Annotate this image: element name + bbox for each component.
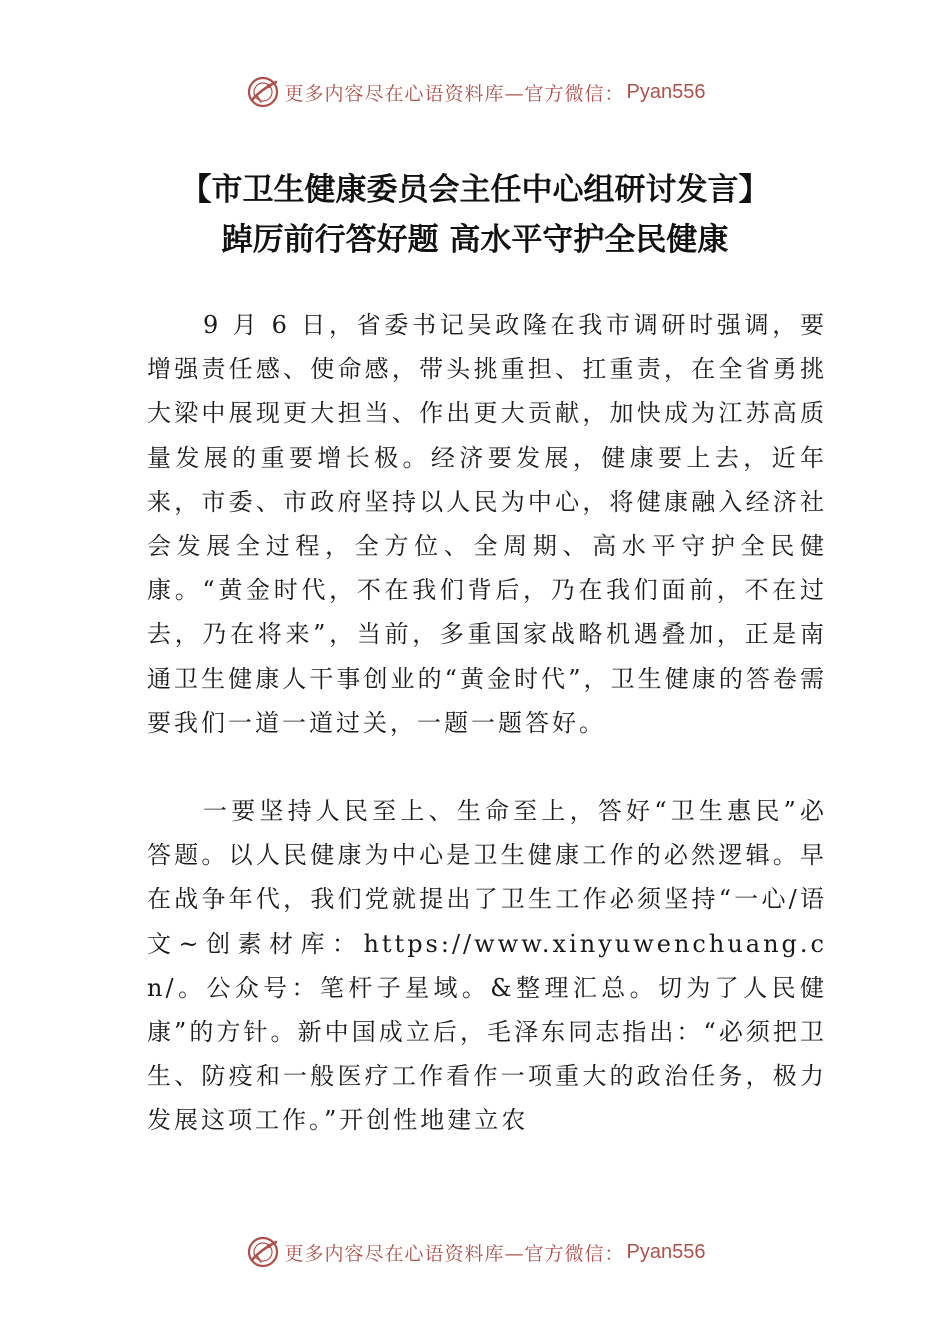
paragraph-1: 9 月 6 日，省委书记吴政隆在我市调研时强调，要增强责任感、使命感，带头挑重担、扛重责，在全省勇挑大梁中展现更大担当、作出更大贡献，加快成为江苏高质量发展的重要增长极。经济要发展，健康要上去，近年来，市委、市政府坚持以人民为中心，将健康融入经济社会发展全过程，全方位、全周期、高水平守护全民健康。“黄金时代，不在我们背后，乃在我们面前，不在过去，乃在将来”，当前，多重国家战略机遇叠加，正是南通卫生健康人干事创业的“黄金时代”，卫生健康的答卷需要我们一道一道过关，一题一题答好。: [147, 311, 827, 737]
watermark-wechat-id: Pyan556: [626, 1240, 706, 1263]
paragraph-2: 一要坚持人民至上、生命至上，答好“卫生惠民”必答题。以人民健康为中心是卫生健康工作的必然逻辑。早在战争年代，我们党就提出了卫生工作必须坚持“一心/语文~创素材库：https://www.xinyuwenchuang.cn/。公众号：笔杆子星域。&整理汇总。切为了人民健康”的方针。新中国成立后，毛泽东同志指出：“必须把卫生、防疫和一般医疗工作看作一项重大的政治任务，极力发展这项工作。”开创性地建立农: [147, 797, 827, 1135]
document-body: [147, 303, 827, 1143]
watermark-text: 更多内容尽在心语资料库—官方微信：: [284, 82, 625, 105]
header-watermark: [0, 70, 950, 114]
watermark-text: 更多内容尽在心语资料库—官方微信：: [284, 1242, 625, 1265]
header-watermark-inner: [245, 74, 706, 110]
watermark-wechat-id: Pyan556: [626, 80, 706, 103]
footer-watermark-inner: [245, 1234, 706, 1270]
title-line-2: 踔厉前行答好题 高水平守护全民健康: [221, 222, 729, 258]
footer-watermark: [0, 1230, 950, 1274]
seal-logo-icon: [245, 1234, 281, 1270]
title-line-1: 【市卫生健康委员会主任中心组研讨发言】: [180, 172, 770, 208]
document-title: [0, 165, 950, 265]
seal-logo-icon: [245, 74, 281, 110]
